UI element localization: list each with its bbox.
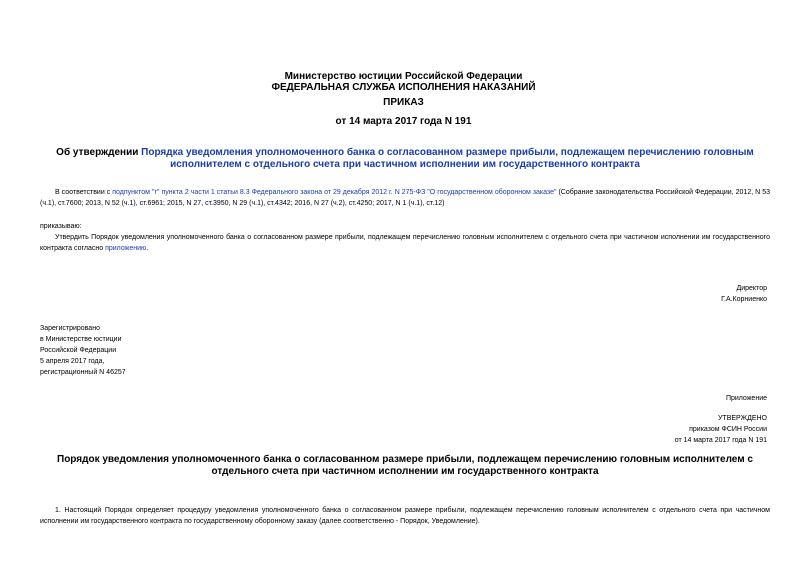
procedure-title: Порядок уведомления уполномоченного банка о согласованном размере прибыли, подлежащем перечислению головным исполнителем с отдельного счета при частичном исполнении им государственного контракта (57, 454, 753, 477)
title-procedure-link[interactable]: Порядка уведомления уполномоченного банка о согласованном размере прибыли, подлежащем перечислению головным исполнителем с отдельного счета при частичном исполнении им государственного контракта (141, 147, 754, 170)
procedure-item-1: 1. Настоящий Порядок определяет процедуру уведомления уполномоченного банка о согласованном размере прибыли, подлежащем перечислению головным исполнителем с отдельного счета при частичном исполнении им государственного контракта по государственному оборонному заказу (далее соответственно - Порядок, Уведомление). (40, 507, 770, 525)
title-prefix: Об утверждении (56, 147, 142, 158)
approval-block (675, 413, 767, 446)
basis-text-3: (Собрание законодательства Российской Федерации, 2012, N 53 (ч.1), ст.7600; 2013, N 52 (ч.1), ст.6961; 2015, N 27, ст.3950, N 29 (ч.1), ст.4342; 2016, N 27 (ч.2), ст.4250; 2017, N 1 (ч.1), ст.12) (40, 189, 770, 207)
order-text-2: . (146, 245, 149, 252)
service-heading: ФЕДЕРАЛЬНАЯ СЛУЖБА ИСПОЛНЕНИЯ НАКАЗАНИЙ (271, 82, 536, 93)
basis-text-1: В соответствии с (55, 189, 113, 196)
approved-by-order: приказом ФСИН России (689, 426, 767, 433)
approved-order-date: от 14 марта 2017 года N 191 (674, 437, 767, 444)
basis-paragraph (40, 187, 770, 209)
ministry-heading: Министерство юстиции Российской Федерации (284, 71, 523, 82)
registration-block (40, 323, 126, 378)
signature-block (721, 283, 767, 305)
order-label: приказываю: (40, 223, 82, 230)
registration-line: Зарегистрировано (40, 325, 100, 332)
document-title (40, 147, 770, 171)
order-paragraph (40, 232, 770, 254)
registration-line: 5 апреля 2017 года, (40, 358, 105, 365)
registration-line: в Министерстве юстиции (40, 336, 122, 343)
subparagraph-link[interactable]: подпунктом "г" пункта 2 части 1 статьи 8.3 (112, 189, 250, 196)
approved-stamp: УТВЕРЖДЕНО (717, 415, 767, 422)
appendix-label: Приложение (725, 395, 767, 402)
appendix-link[interactable]: приложению (105, 245, 147, 252)
doc-type-heading: ПРИКАЗ (383, 97, 424, 108)
federal-law-link[interactable]: Федерального закона от 29 декабря 2012 г. N 275-ФЗ "О государственном оборонном заказе" (251, 189, 557, 196)
signature-position: Директор (736, 285, 767, 292)
signature-name: Г.А.Корниенко (721, 296, 767, 303)
registration-line: Российской Федерации (40, 347, 117, 354)
order-text-1: Утвердить Порядок уведомления уполномоченного банка о согласованном размере прибыли, подлежащем перечислению головным исполнителем с отдельного счета при частичном исполнении им государственного контракта согласно (40, 234, 770, 252)
registration-line: регистрационный N 46257 (40, 369, 126, 376)
doc-date-heading: от 14 марта 2017 года N 191 (335, 116, 472, 127)
